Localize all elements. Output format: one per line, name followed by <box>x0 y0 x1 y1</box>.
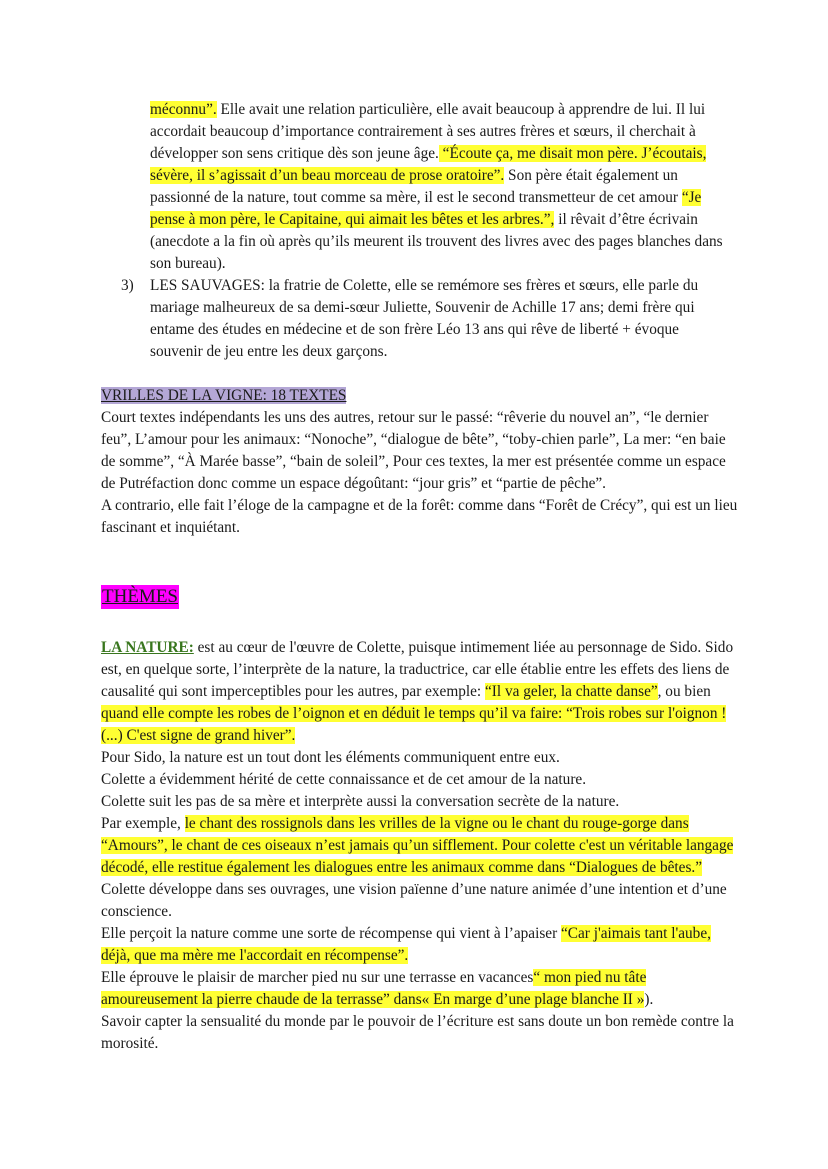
section-vrilles <box>101 385 741 539</box>
paragraph-vrilles: Court textes indépendants les uns des autres, retour sur le passé: “rêverie du nouvel an”, “le dernier feu”, L’amour pour les animaux: “Nonoche”, “dialogue de bête”, “toby-chien parle”, La mer: “en baie de somme”, “À Marée basse”, “bain de soleil”, Pour ces textes, la mer est présentée comme un espace de Putréfaction donc comme un espace dégoûtant: “jour gris” et “partie de pêche”. <box>101 409 726 492</box>
paragraph-recompense: Elle perçoit la nature comme une sorte de récompense qui vient à l’apaiser “Car j'aimais tant l'aube, déjà, que ma mère me l'accordait en récompense”. <box>101 925 711 964</box>
paragraph-conclusion: Savoir capter la sensualité du monde par le pouvoir de l’écriture est sans doute un bon remède contre la morosité. <box>101 1013 734 1052</box>
list-number: 3) <box>121 277 134 294</box>
highlight: méconnu”. <box>150 101 217 118</box>
text-line: Pour Sido, la nature est un tout dont les éléments communiquent entre eux. <box>101 749 560 766</box>
paragraph-father: méconnu”. Elle avait une relation particulière, elle avait beaucoup à apprendre de lui. Il lui accordait beaucoup d’importance contrairement à ses autres frères et sœurs, il cherchait à développer son sens critique dès son jeune âge. “Écoute ça, me disait mon père. J’écoutais, sévère, il s’agissait d’un beau morceau de prose oratoire”. Son père était également un passionné de la nature, tout comme sa mère, il est le second transmetteur de cet amour “Je pense à mon père, le Capitaine, qui aimait les bêtes et les arbres.”, il rêvait d’être écrivain (anecdote a la fin où après qu’ils meurent ils trouvent des livres avec des pages blanches dans son bureau). <box>150 101 723 272</box>
paragraph-vrilles-contrario: A contrario, elle fait l’éloge de la campagne et de la forêt: comme dans “Forêt de Crécy”, qui est un lieu fascinant et inquiétant. <box>101 497 738 536</box>
highlight-quote: “ mon pied nu tâte amoureusement la pierre chaude de la terrasse” dans« En marge d’une plage blanche II » <box>101 969 647 1008</box>
list-item-sauvages: LES SAUVAGES: la fratrie de Colette, elle se remémore ses frères et sœurs, elle parle du mariage malheureux de sa demi-sœur Juliette, Souvenir de Achille 17 ans; demi frère qui entame des études en médecine et de son frère Léo 13 ans qui rêve de liberté + évoque souvenir de jeu entre les deux garçons. <box>150 277 699 360</box>
paragraph-nature-intro: LA NATURE: est au cœur de l'œuvre de Colette, puisque intimement liée au personnage de Sido. Sido est, en quelque sorte, l’interprète de la nature, la traductrice, car elle établie entre les effets des liens de causalité qui sont imperceptibles pour les autres, par exemple: “Il va geler, la chatte danse”, ou bien quand elle compte les robes de l’oignon et en déduit le temps qu’il va faire: “Trois robes sur l'oignon ! (...) C'est signe de grand hiver”. <box>101 639 734 744</box>
themes-heading: THÈMES <box>102 586 178 607</box>
text-line: Colette suit les pas de sa mère et interprète aussi la conversation secrète de la nature. <box>101 793 620 810</box>
text-line: Colette a évidemment hérité de cette connaissance et de cet amour de la nature. <box>101 771 587 788</box>
highlight-quote: le chant des rossignols dans les vrilles de la vigne ou le chant du rouge-gorge dans “Amours”, le chant de ces oiseaux n’est jamais qu’un sifflement. Pour colette c'est un véritable langage décodé, elle restitue également les dialogues entre les animaux comme dans “Dialogues de bêtes.” <box>101 815 734 876</box>
highlight-quote: “Car j'aimais tant l'aube, déjà, que ma mère me l'accordait en récompense”. <box>101 925 711 964</box>
highlight-quote: “Écoute ça, me disait mon père. J’écoutais, sévère, il s’agissait d’un beau morceau de prose oratoire”. <box>150 145 707 184</box>
section-nature <box>101 637 741 1055</box>
section-heading-nature: LA NATURE: <box>101 639 194 656</box>
highlight-quote: “Je pense à mon père, le Capitaine, qui aimait les bêtes et les arbres.”, <box>150 189 702 228</box>
paragraph-example: Par exemple, le chant des rossignols dans les vrilles de la vigne ou le chant du rouge-gorge dans “Amours”, le chant de ces oiseaux n’est jamais qu’un sifflement. Pour colette c'est un véritable langage décodé, elle restitue également les dialogues entre les animaux comme dans “Dialogues de bêtes.” Colette développe dans ses ouvrages, une vision païenne d’une nature animée d’une intention et d’une conscience. <box>101 815 734 920</box>
highlight-quote: quand elle compte les robes de l’oignon et en déduit le temps qu’il va faire: “Trois robes sur l'oignon ! (...) C'est signe de grand hiver”. <box>101 705 727 744</box>
highlight-quote: “Il va geler, la chatte danse” <box>485 683 658 700</box>
section-heading-vrilles: VRILLES DE LA VIGNE: 18 TEXTES <box>101 387 347 404</box>
paragraph-plage: Elle éprouve le plaisir de marcher pied nu sur une terrasse en vacances“ mon pied nu tâte amoureusement la pierre chaude de la terrasse” dans« En marge d’une plage blanche II »). <box>101 969 654 1008</box>
